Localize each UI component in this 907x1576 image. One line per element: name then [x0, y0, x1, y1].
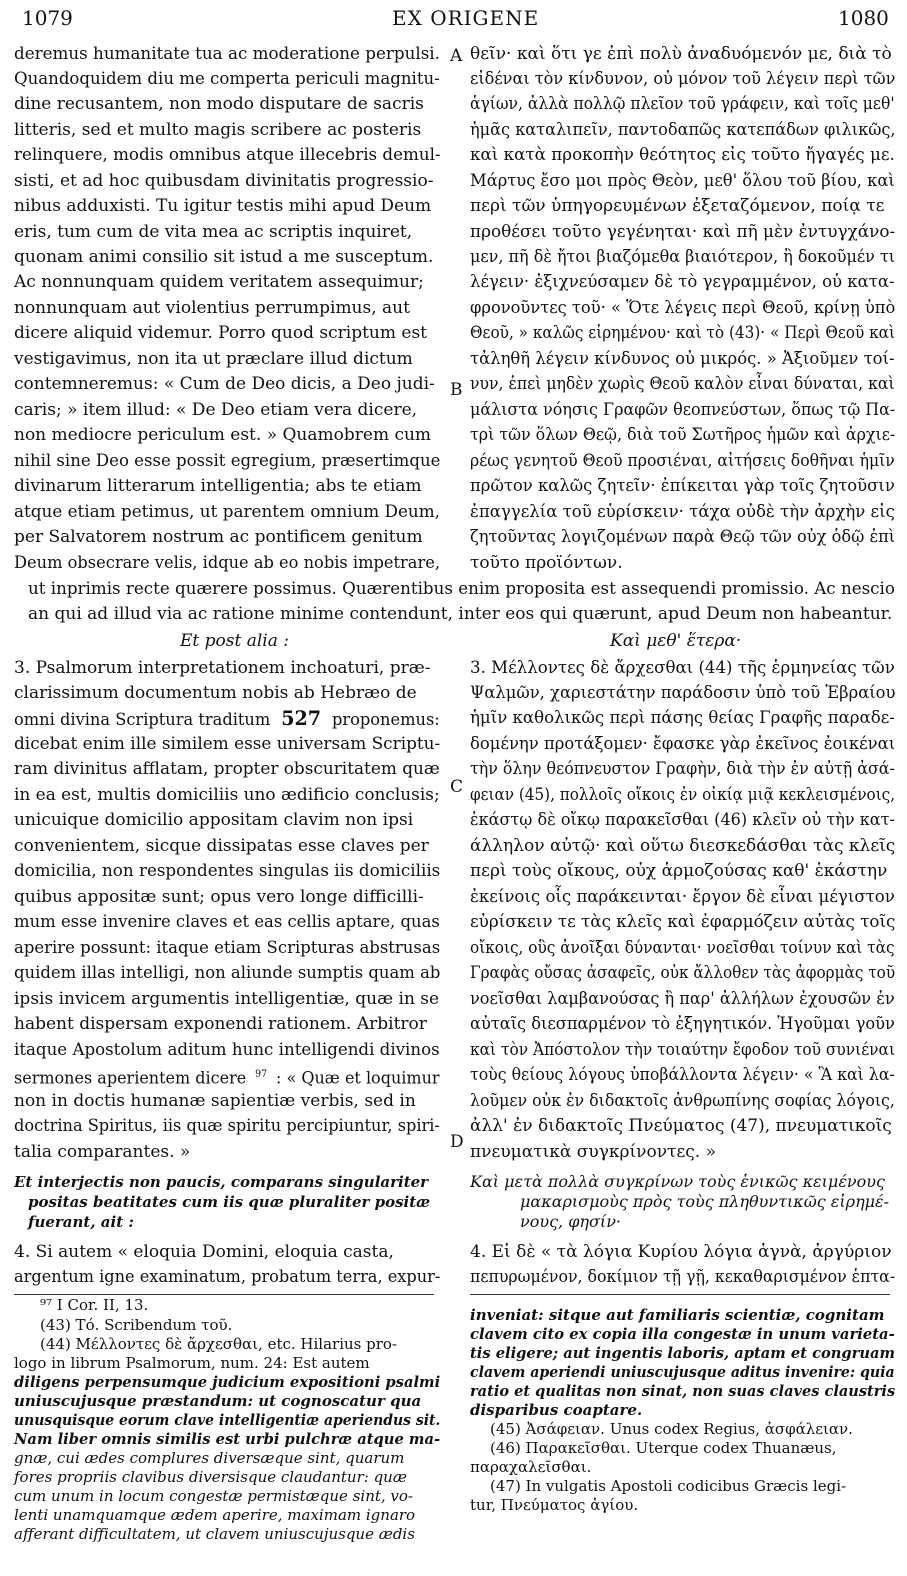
text-line: ἡμῖν καθολικῶς περὶ πάσης θείας Γραφῆς παραδε-: [470, 708, 895, 728]
text-line: μεν, πῆ δὲ ἤτοι βιαζόμεθα βιαιότερον, ἢ δοκοῦμέν τι: [470, 247, 896, 267]
footnote-line: (43) Τό. Scribendum τοῦ.: [40, 1316, 233, 1334]
text-line: τοὺς θείους λόγους ὑποβάλλοντα λέγειν· « Ἃ καὶ λα-: [470, 1065, 895, 1085]
text-line: dine recusantem, non modo disputare de sacris: [14, 94, 424, 114]
text-line: nihil sine Deo esse possit egregium, præsertimque: [14, 451, 441, 471]
text-segment: omni divina Scriptura traditum: [14, 710, 271, 730]
text-line: πνευματικὰ συγκρίνοντες. »: [470, 1142, 716, 1162]
full-width-line: an qui ad illud via ac ratione minime contendunt, inter eos qui quærunt, apud Deum non habeantur.: [28, 604, 893, 624]
text-line: πρῶτον καλῶς ζητεῖν· ἐπίκειται γὰρ τοῖς ζητοῦσιν: [470, 476, 895, 496]
latin-intro-line: fuerant, ait :: [28, 1213, 134, 1231]
footnote-line: tur, Πνεύματος ἁγίου.: [470, 1496, 639, 1514]
text-line: περὶ τοὺς οἴκους, οὐχ ἁρμοζούσας καθ' ἑκάστην: [470, 861, 888, 881]
text-segment: sermones aperientem dicere: [14, 1068, 247, 1089]
footnote-line: clavem aperiendi uniuscujusque aditus invenire: quia: [470, 1363, 895, 1381]
greek-subhead: Καὶ μεθ' ἕτερα·: [610, 631, 742, 651]
text-line: per Salvatorem nostrum ac pontificem genitum: [14, 527, 423, 547]
footnote-line: lenti unamquamque ædem aperire, maximam ignaro: [14, 1506, 416, 1524]
text-line: itaque Apostolum aditum hunc intelligendi divinos: [14, 1040, 440, 1060]
text-line: ἐπαγγελία τοῦ εὑρίσκειν· τάχα οὐδὲ τὴν ἀρχὴν εἰς: [470, 502, 895, 522]
greek-intro-line: νους, φησίν·: [520, 1212, 622, 1231]
text-line: doctrina Spiritus, iis quæ spiritu percipiuntur, spiri-: [14, 1116, 440, 1136]
text-line: in ea est, multis domiciliis uno ædificio conclusis;: [14, 785, 440, 805]
text-line: Deum obsecrare velis, idque ab eo nobis impetrare,: [14, 553, 440, 573]
latin-subhead: Et post alia :: [180, 631, 289, 651]
running-head: [0, 6, 907, 34]
text-line: eris, tum cum de vita mea ac scriptis inquiret,: [14, 222, 413, 242]
text-line: [14, 706, 440, 732]
text-line: νυν, ἐπεὶ μηδὲν χωρὶς Θεοῦ καλὸν εἶναι δύναται, καὶ: [470, 374, 895, 394]
text-line: caris; » item illud: « De Deo etiam vera dicere,: [14, 400, 418, 420]
text-line: ρέως γενητοῦ Θεοῦ προσιέναι, αἰτήσεις δοθῆναι ἡμῖν: [470, 451, 895, 471]
text-line: άλληλον αὐτῷ· καὶ οὕτω διεσκεδάσθαι τὰς κλεῖς: [470, 836, 896, 856]
full-width-line: ut inprimis recte quærere possimus. Quærentibus enim proposita est assequendi promissio. Ac nescio: [28, 579, 895, 599]
footnote-divider: [470, 1294, 890, 1295]
text-line: μάλιστα νόησις Γραφῶν θεοπνεύστων, ὅπως τῷ Πα-: [470, 400, 896, 420]
left-page-number: 1079: [22, 6, 73, 30]
marker-d: D: [450, 1132, 464, 1152]
text-line: dicebat enim ille similem esse universam Scriptu-: [14, 734, 441, 754]
text-line: λέγειν· ἐξιχνεύσαμεν δὲ τὸ γεγραμμένον, οὐ κατα-: [470, 272, 895, 292]
text-line: καὶ κατὰ προκοπὴν θεότητος εἰς τοῦτο ἤγαγές με.: [470, 145, 895, 165]
text-line: φρονοῦντες τοῦ· « Ὅτε λέγεις περὶ Θεοῦ, κρίνῃ ὑπὸ: [470, 298, 896, 318]
text-line: τὴν ὅλην θεόπνευστον Γραφὴν, διὰ τὴν ἐν αὐτῇ ἀσά-: [470, 759, 895, 779]
latin-intro-line: positas beatitates cum iis quæ pluraliter positæ: [28, 1193, 431, 1211]
text-line: ipsis invicem argumentis intelligentiæ, quæ in se: [14, 989, 440, 1009]
marker-b: B: [450, 380, 463, 400]
footnote-line: clavem cito ex copia illa congestæ in unum varieta-: [470, 1325, 895, 1343]
text-line: ἐκείνοις οἷς παράκεινται· ἔργον δὲ εἶναι μέγιστον: [470, 887, 895, 907]
text-line: aperire possunt: itaque etiam Scripturas abstrusas: [14, 938, 441, 958]
footnote-line: fores propriis clavibus diversisque claudantur: quæ: [14, 1468, 407, 1486]
footnote-line: παραχαλεῖσθαι.: [470, 1458, 592, 1476]
text-line: Θεοῦ, » καλῶς εἰρημένου· καὶ τὸ (43)· « Περὶ Θεοῦ καὶ: [470, 323, 895, 343]
text-line: quibus appositæ sunt; opus vero longe difficilli-: [14, 887, 424, 907]
text-line: Quandoquidem diu me comperta periculi magnitu-: [14, 69, 440, 89]
text-line: argentum igne examinatum, probatum terra, expur-: [14, 1267, 441, 1287]
footnote-line: ratio et qualitas non sinat, non suas claves claustris: [470, 1382, 896, 1400]
footnote-ref: 97: [255, 1069, 268, 1080]
text-line: Γραφὰς οὔσας ἀσαφεῖς, οὐκ ἄλλοθεν τὰς ἀφορμὰς τοῦ: [470, 963, 896, 983]
text-line: mum esse invenire claves et eas cellis aptare, quas: [14, 912, 440, 932]
footnote-line: afferant difficultatem, ut clavem uniuscujusque ædis: [14, 1525, 415, 1543]
text-line: dicere aliquid videmur. Porro quod scriptum est: [14, 323, 428, 343]
text-line: relinquere, modis omnibus atque illecebris demul-: [14, 145, 441, 165]
text-line: 3. Μέλλοντες δὲ ἄρχεσθαι (44) τῆς ἑρμηνείας τῶν: [470, 658, 895, 678]
text-line: quidem illas intelligi, non aliunde sumptis quam ab: [14, 963, 441, 983]
text-line: οἴκοις, οὓς ἀνοῖξαι δύνανται· νοεῖσθαι τοίνυν καὶ τὰς: [470, 938, 895, 958]
footnote-line: (46) Παρακεῖσθαι. Uterque codex Thuanæus,: [490, 1439, 837, 1457]
footnote-line: (44) Μέλλοντες δὲ ἄρχεσθαι, etc. Hilarius pro-: [40, 1335, 397, 1353]
footnote-line: Nam liber omnis similis est urbi pulchræ atque ma-: [14, 1430, 441, 1448]
text-line: τρὶ τῶν ὅλων Θεῷ, διὰ τοῦ Σωτῆρος ἡμῶν καὶ ἀρχιε-: [470, 425, 896, 445]
footnote-line: (45) Ἀσάφειαν. Unus codex Regius, ἀσφάλειαν.: [490, 1420, 853, 1438]
text-line: talia comparantes. »: [14, 1142, 191, 1162]
text-line: 4. Si autem « eloquia Domini, eloquia casta,: [14, 1242, 394, 1262]
text-line: [14, 1063, 440, 1091]
text-line: εὑρίσκειν τε τὰς κλεῖς καὶ ἐφαρμόζειν αὐτὰς τοῖς: [470, 912, 896, 932]
greek-intro-line: Καὶ μετὰ πολλὰ συγκρίνων τοὺς ἑνικῶς κειμένους: [470, 1172, 885, 1191]
column-number: 527: [281, 706, 322, 730]
page-title: EX ORIGENE: [392, 6, 540, 30]
footnote-line: inveniat: sitque aut familiaris scientiæ, cognitam: [470, 1306, 885, 1324]
text-line: divinarum litterarum intelligentia; abs te etiam: [14, 476, 422, 496]
text-line: Ψαλμῶν, χαριεστάτην παράδοσιν ὑπὸ τοῦ Ἑβραίου: [470, 683, 896, 703]
footnote-line: disparibus coaptare.: [470, 1401, 643, 1419]
footnote-line: diligens perpensumque judicium expositioni psalmi: [14, 1373, 441, 1391]
marker-c: C: [450, 777, 464, 797]
footnote-line: cum unum in locum congestæ permistæque sint, vo-: [14, 1487, 413, 1505]
text-line: 4. Εἰ δὲ « τὰ λόγια Κυρίου λόγια ἁγνὰ, ἀργύριον: [470, 1242, 892, 1262]
text-line: αὐταῖς διεσπαρμένον τὸ ἐξηγητικόν. Ἡγοῦμαι γοῦν: [470, 1014, 895, 1034]
footnote-line: unusquisque eorum clave intelligentiæ aperiendus sit.: [14, 1411, 441, 1429]
text-line: φειαν (45), πολλοῖς οἴκοις ἐν οἰκίᾳ μιᾷ κεκλεισμένοις,: [470, 785, 896, 805]
footnote-line: (47) In vulgatis Apostoli codicibus Græcis legi-: [490, 1477, 847, 1495]
text-line: ram divinitus afflatam, propter obscuritatem quæ: [14, 759, 440, 779]
text-line: nonnunquam aut violentius perrumpimus, aut: [14, 298, 410, 318]
text-segment: proponemus:: [331, 710, 440, 730]
text-line: litteris, sed et multo magis scribere ac posteris: [14, 120, 422, 140]
text-line: domicilia, non respondentes singulas iis domiciliis: [14, 861, 441, 881]
text-line: non in doctis humanæ sapientiæ verbis, sed in: [14, 1091, 416, 1111]
footnote-line: ⁹⁷ I Cor. II, 13.: [40, 1296, 149, 1314]
text-line: τἀληθῆ λέγειν κίνδυνος οὐ μικρός. » Ἀξιοῦμεν τοί-: [470, 349, 895, 369]
marker-a: A: [450, 46, 463, 66]
text-segment: : « Quæ et loquimur: [275, 1068, 440, 1089]
greek-intro-line: μακαρισμοὺς πρὸς τοὺς πληθυντικῶς εἰρημέ-: [520, 1192, 890, 1211]
text-line: nibus adduxisti. Tu igitur testis mihi apud Deum: [14, 196, 432, 216]
text-line: δομένην προτάξομεν· ἔφασκε γὰρ ἐκεῖνος ἐοικέναι: [470, 734, 896, 754]
text-line: ἀλλ' ἐν διδακτοῖς Πνεύματος (47), πνευματικοῖς: [470, 1116, 892, 1136]
footnote-line: logo in librum Psalmorum, num. 24: Est autem: [14, 1354, 370, 1372]
text-line: λοῦμεν οὐκ ἐν διδακτοῖς ἀνθρωπίνης σοφίας λόγοις,: [470, 1091, 895, 1111]
text-line: εἰδέναι τὸν κίνδυνον, οὐ μόνον τοῦ λέγειν περὶ τῶν: [470, 69, 896, 89]
text-line: προθέσει τοῦτο γεγένηται· καὶ πῆ μὲν ἐντυγχάνο-: [470, 222, 896, 242]
footnote-line: uniuscujusque præstandum: ut cognoscatur qua: [14, 1392, 422, 1410]
footnote-divider: [14, 1294, 434, 1295]
text-line: non mediocre periculum est. » Quamobrem cum: [14, 425, 432, 445]
text-line: Μάρτυς ἔσο μοι πρὸς Θεὸν, μεθ' ὅλου τοῦ βίου, καὶ: [470, 171, 895, 191]
text-line: convenientem, sicque dissipatas esse claves per: [14, 836, 429, 856]
right-page-number: 1080: [838, 6, 889, 30]
text-line: ζητοῦντας λογιζομένων παρὰ Θεῷ τῶν οὐχ ὁδῷ ἐπὶ: [470, 527, 896, 547]
text-line: contemneremus: « Cum de Deo dicis, a Deo judi-: [14, 374, 435, 394]
text-line: deremus humanitate tua ac moderatione perpulsi.: [14, 44, 440, 64]
text-line: 3. Psalmorum interpretationem inchoaturi, præ-: [14, 658, 431, 678]
text-line: sisti, et ad hoc quibusdam divinitatis progressio-: [14, 171, 434, 191]
text-line: ἑκάστῳ δὲ οἴκῳ παρακεῖσθαι (46) κλεῖν οὐ τὴν κατ-: [470, 810, 895, 830]
footnote-line: tis eligere; aut ingentis laboris, aptam et congruam: [470, 1344, 896, 1362]
text-line: πεπυρωμένον, δοκίμιον τῇ γῇ, κεκαθαρισμένον ἑπτα-: [470, 1267, 896, 1287]
latin-intro-line: Et interjectis non paucis, comparans singulariter: [14, 1173, 429, 1191]
text-line: vestigavimus, non ita ut præclare illud dictum: [14, 349, 413, 369]
footnote-line: gnæ, cui ædes complures diversæque sint, quarum: [14, 1449, 405, 1467]
text-line: καὶ τὸν Ἀπόστολον τὴν τοιαύτην ἔφοδον τοῦ συνιέναι: [470, 1040, 895, 1060]
text-line: περὶ τῶν ὑπηγορευμένων ἐξεταζόμενον, ποίᾳ τε: [470, 196, 885, 216]
text-line: Ac nonnunquam quidem veritatem assequimur;: [14, 272, 424, 292]
text-line: θεῖν· καὶ ὅτι γε ἐπὶ πολὺ ἀναδυόμενόν με, διὰ τὸ: [470, 44, 892, 64]
text-line: unicuique domicilio appositam clavim non ipsi: [14, 810, 414, 830]
text-line: clarissimum documentum nobis ab Hebræo de: [14, 683, 417, 703]
text-line: ἁγίων, ἀλλὰ πολλῷ πλεῖον τοῦ γράφειν, καὶ τοῖς μεθ': [470, 94, 895, 114]
text-line: τοῦτο προϊόντων.: [470, 553, 623, 573]
text-line: habent dispersam exponendi rationem. Arbitror: [14, 1014, 427, 1034]
text-line: ἡμᾶς καταλιπεῖν, παντοδαπῶς κατεπάδων φιλικῶς,: [470, 120, 896, 140]
text-line: atque etiam petimus, ut parentem omnium Deum,: [14, 502, 441, 522]
text-line: νοεῖσθαι λαμβανούσας ἢ παρ' ἀλλήλων ἐχουσῶν ἐν: [470, 989, 895, 1009]
text-line: quonam animi consilio sit istud a me susceptum.: [14, 247, 434, 267]
